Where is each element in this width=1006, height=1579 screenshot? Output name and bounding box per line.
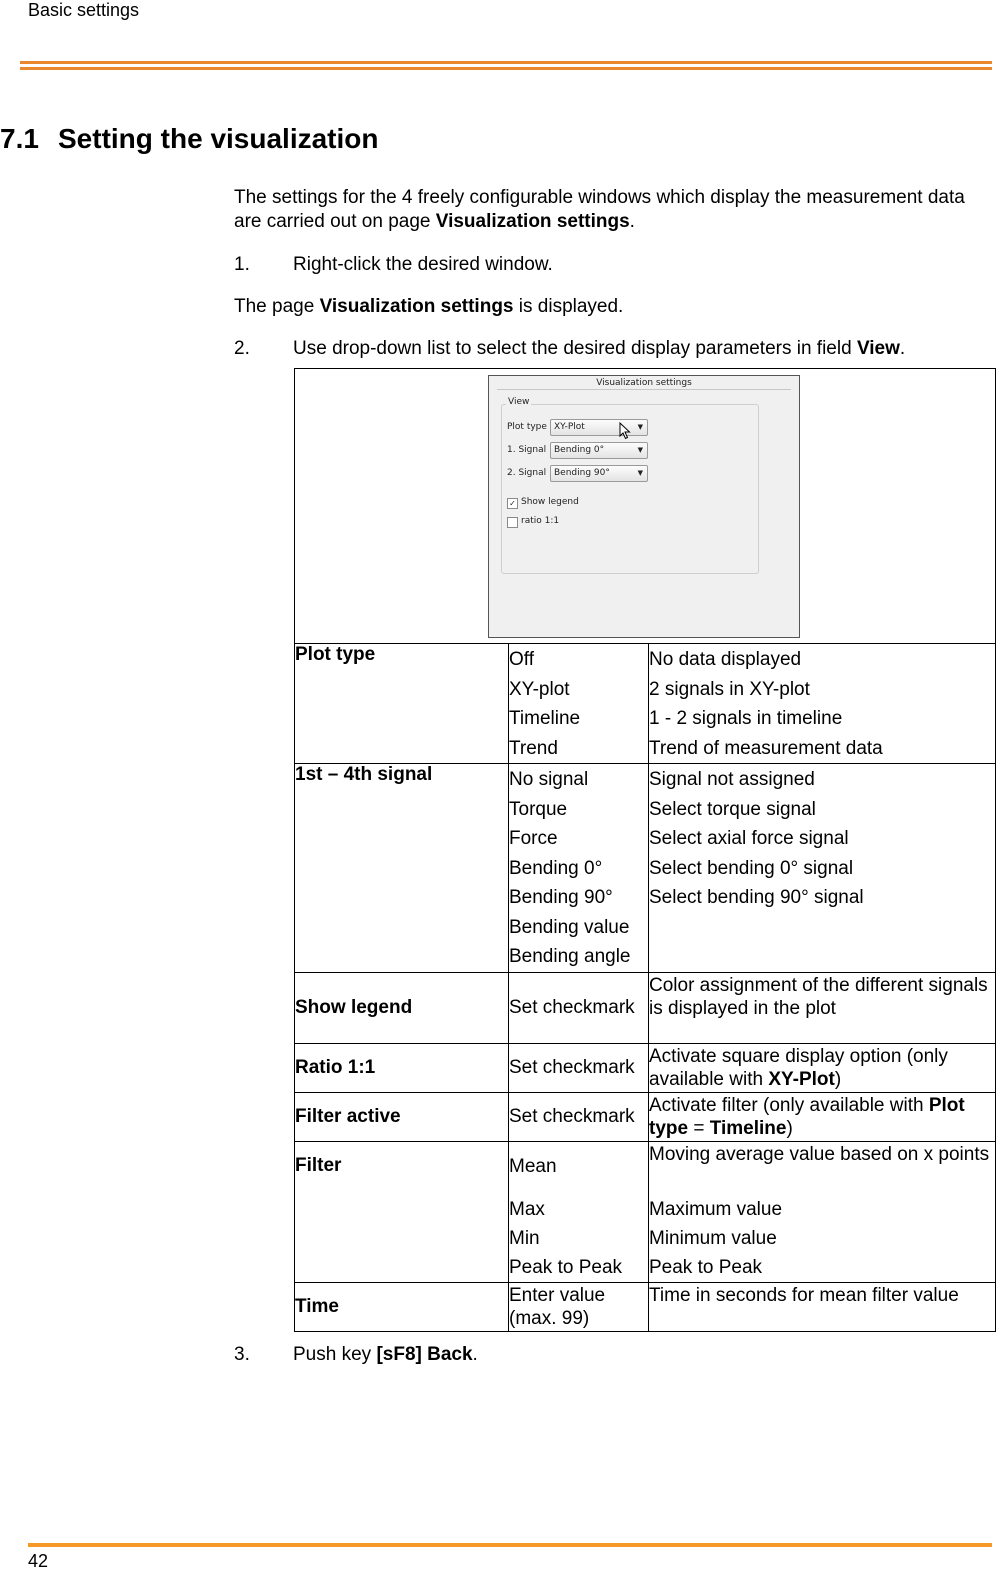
- table-row: [295, 972, 996, 1043]
- options-cell: Off XY-plot Timeline Trend: [509, 644, 649, 764]
- param-ratio: Ratio 1:1: [295, 1043, 509, 1092]
- param-filter-active: Filter active: [295, 1092, 509, 1141]
- option-cell: Enter value (max. 99): [509, 1282, 649, 1331]
- options-cell: No signal Torque Force Bending 0° Bending 90° Bending value Bending angle: [509, 764, 649, 973]
- ratio-label: ratio 1:1: [521, 516, 560, 526]
- table-row: [295, 1043, 996, 1092]
- table-row: [295, 1092, 996, 1141]
- description-cell: Time in seconds for mean filter value: [649, 1282, 996, 1331]
- plot-type-dropdown[interactable]: XY-Plot ▼: [550, 419, 648, 436]
- plot-type-label: Plot type: [507, 422, 547, 432]
- ratio-checkbox[interactable]: [507, 517, 518, 528]
- settings-table: [294, 368, 996, 1332]
- signal-2-label: 2. Signal: [507, 468, 547, 478]
- table-row: [295, 1141, 996, 1282]
- checkmark-icon: ✓: [509, 499, 516, 508]
- screenshot-title-divider: [497, 389, 791, 390]
- signal-1-dropdown[interactable]: Bending 0° ▼: [550, 442, 648, 459]
- table-row: [295, 764, 996, 973]
- section-heading: [0, 123, 378, 155]
- table-row: [295, 1282, 996, 1331]
- dropdown-arrow-icon: ▼: [637, 469, 643, 477]
- param-plot-type: Plot type: [295, 644, 509, 764]
- screenshot-cell: [295, 369, 996, 644]
- footer-rule: [28, 1543, 992, 1547]
- running-header: Basic settings: [28, 0, 140, 20]
- description-cell: Activate square display option (only available with XY-Plot): [649, 1043, 996, 1092]
- step-2-text: Use drop-down list to select the desired display parameters in field View.: [293, 338, 906, 359]
- header-rule-top: [20, 61, 992, 64]
- header-rule-bottom: [20, 67, 992, 70]
- page-number: 42: [28, 1551, 49, 1571]
- step-1-text: Right-click the desired window.: [293, 254, 553, 275]
- intro-paragraph: The settings for the 4 freely configurable windows which display the measurement data are carried out on page Visualization settings.: [234, 187, 965, 232]
- description-cell: No data displayed 2 signals in XY-plot 1 - 2 signals in timeline Trend of measurement data: [649, 644, 996, 764]
- section-number: 7.1: [0, 123, 39, 154]
- param-signal: 1st – 4th signal: [295, 764, 509, 973]
- option-cell: Set checkmark: [509, 972, 649, 1043]
- options-cell: Mean Max Min Peak to Peak: [509, 1141, 649, 1282]
- show-legend-label: Show legend: [521, 497, 579, 507]
- description-cell: Moving average value based on x points Maximum value Minimum value Peak to Peak: [649, 1141, 996, 1282]
- step-3-text: Push key [sF8] Back.: [293, 1344, 478, 1365]
- signal-1-label: 1. Signal: [507, 445, 547, 455]
- param-show-legend: Show legend: [295, 972, 509, 1043]
- dropdown-arrow-icon: ▼: [637, 446, 643, 454]
- option-cell: Set checkmark: [509, 1092, 649, 1141]
- description-cell: Signal not assigned Select torque signal Select axial force signal Select bending 0° signal Select bending 90° signal: [649, 764, 996, 973]
- mouse-cursor-icon: [619, 422, 631, 440]
- param-filter: Filter: [295, 1141, 509, 1282]
- screenshot-title: Visualization settings: [596, 378, 692, 388]
- step-2-number: 2.: [234, 338, 250, 359]
- visualization-settings-screenshot: [488, 375, 800, 638]
- step-1-number: 1.: [234, 254, 250, 275]
- section-title: Setting the visualization: [58, 123, 379, 154]
- description-cell: Color assignment of the different signals is displayed in the plot: [649, 972, 996, 1043]
- signal-2-dropdown[interactable]: Bending 90° ▼: [550, 465, 648, 482]
- option-cell: Set checkmark: [509, 1043, 649, 1092]
- show-legend-checkbox[interactable]: [507, 498, 518, 509]
- description-cell: Activate filter (only available with Plot type = Timeline): [649, 1092, 996, 1141]
- after-step-1-paragraph: The page Visualization settings is displayed.: [234, 296, 624, 317]
- view-group-label: View: [508, 397, 530, 407]
- dropdown-arrow-icon: ▼: [637, 423, 643, 431]
- step-3-number: 3.: [234, 1344, 250, 1365]
- table-row: [295, 644, 996, 764]
- param-time: Time: [295, 1282, 509, 1331]
